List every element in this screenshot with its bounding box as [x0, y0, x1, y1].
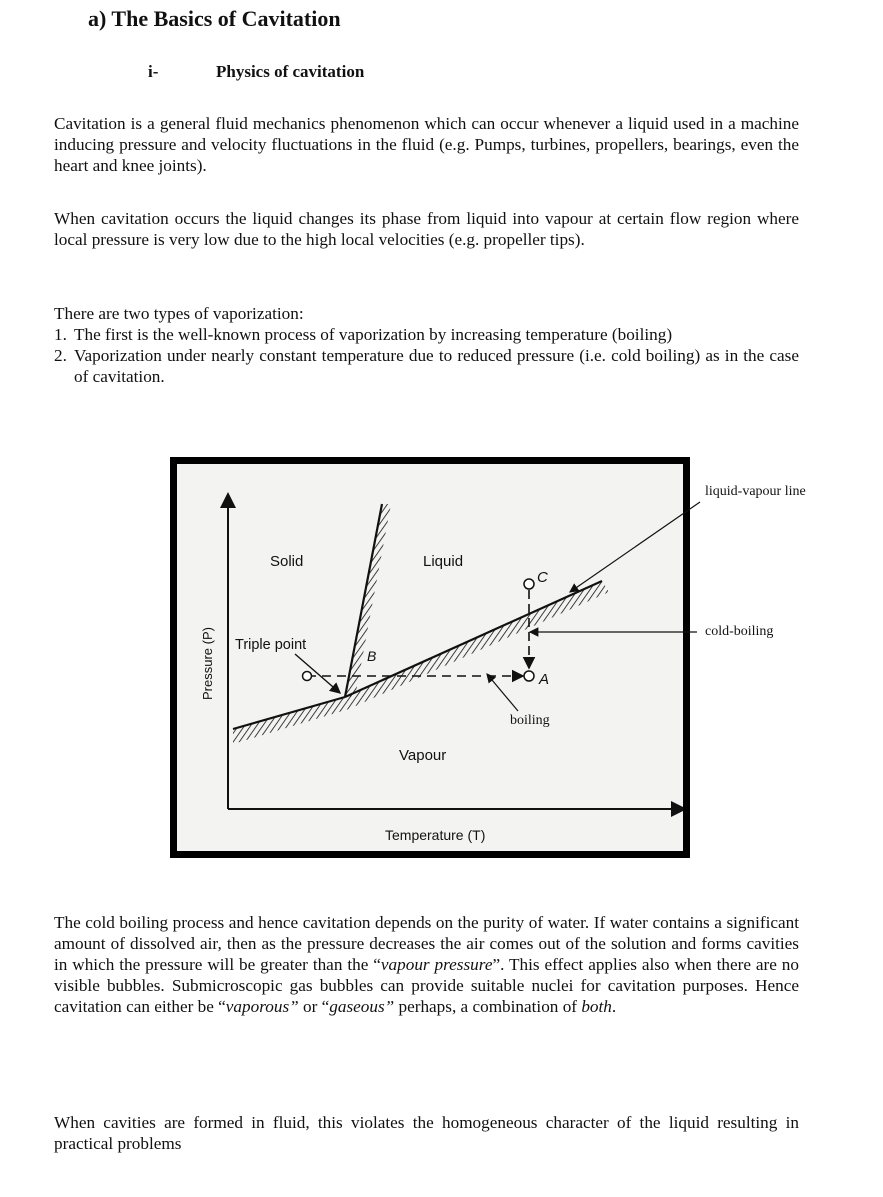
- list-item-text: The first is the well-known process of vaporization by increasing temperature (boiling): [74, 325, 673, 344]
- point-a-label: A: [539, 671, 550, 688]
- liquid-vapour-line-annotation: liquid-vapour line: [705, 484, 806, 499]
- solid-label: Solid: [270, 553, 304, 570]
- paragraph-homogeneity: When cavities are formed in fluid, this violates the homogeneous character of the liquid resulting in practical problems: [54, 1113, 799, 1153]
- gaseous-term: gaseous”: [329, 997, 395, 1016]
- list-item-number: 1.: [54, 325, 67, 344]
- list-item-number: 2.: [54, 346, 67, 365]
- purity-text-5: .: [611, 997, 617, 1016]
- subsection-title: Physics of cavitation: [216, 62, 365, 81]
- vaporous-term: vaporous”: [225, 997, 299, 1016]
- paragraph-purity: [54, 912, 799, 1017]
- paragraph-phase-change: When cavitation occurs the liquid changes its phase from liquid into vapour at certain flow region where local pressure is very low due to the high local velocities (e.g. propeller tips).: [54, 209, 799, 249]
- section-heading: a) The Basics of Cavitation: [88, 6, 341, 31]
- vapour-pressure-term: vapour pressure: [380, 955, 493, 974]
- cold-boiling-annotation: cold-boiling: [705, 624, 774, 639]
- x-axis-label: Temperature (T): [385, 827, 486, 843]
- paragraph-definition: Cavitation is a general fluid mechanics phenomenon which can occur whenever a liquid used in a machine inducing pressure and velocity fluctuations in the fluid (e.g. Pumps, turbines, propellers, bearings, even the heart and knee joints).: [54, 114, 799, 175]
- subsection-number: i-: [148, 62, 159, 81]
- liquid-label: Liquid: [423, 553, 464, 570]
- boiling-annotation: boiling: [510, 713, 550, 728]
- point-b-label: B: [367, 648, 377, 664]
- boiling-leader: [487, 674, 518, 711]
- list-item-text: Vaporization under nearly constant temperature due to reduced pressure (i.e. cold boiling) as in the case of cavitation.: [74, 346, 799, 386]
- purity-text-1: The cold boiling process and hence cavitation depends on the purity of water. If water contains a significant amount of dissolved air, then as the pressure decreases the air comes out of the solution and forms cavities in which the pressure will be greater than the “: [54, 913, 799, 974]
- y-axis-label: Pressure (P): [200, 627, 215, 700]
- point-c-label: C: [537, 569, 548, 586]
- paragraph-vaporization-intro: There are two types of vaporization:: [54, 304, 304, 323]
- purity-text-3: or “: [298, 997, 330, 1016]
- vapour-label: Vapour: [399, 747, 447, 764]
- purity-text-2: ”. This effect applies also when there are no visible bubbles. Submicroscopic gas bubbles can provide suitable nuclei for cavitation purposes. Hence cavitation can either be “: [54, 955, 799, 1016]
- both-term: both: [581, 997, 612, 1016]
- liquid-vapour-line-leader: [570, 502, 700, 592]
- purity-text-4: perhaps, a combination of: [394, 997, 582, 1016]
- triple-point-label: Triple point: [235, 637, 307, 653]
